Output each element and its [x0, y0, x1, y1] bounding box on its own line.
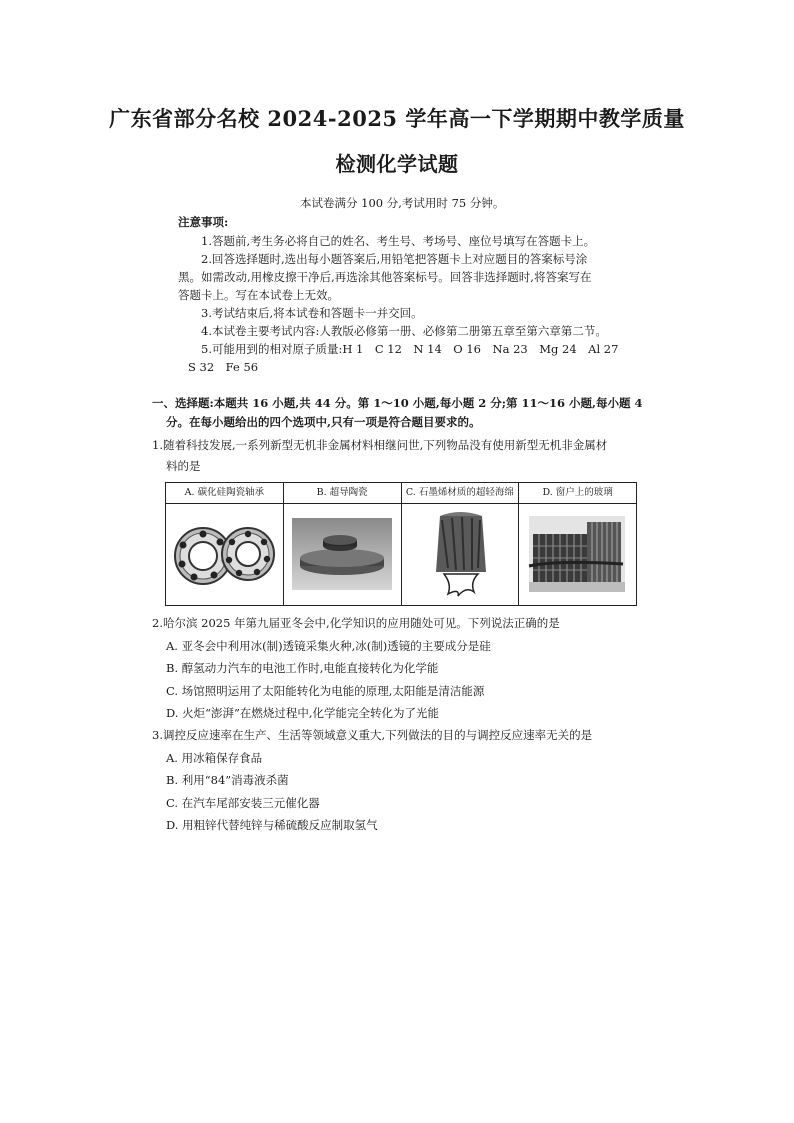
question-3-stem: 3.调控反应速率在生产、生活等领域意义重大,下列做法的目的与调控反应速率无关的是	[152, 728, 593, 742]
exam-title-line1: 广东省部分名校 2024-2025 学年高一下学期期中教学质量	[109, 106, 685, 131]
note-line: 答题卡上。写在本试卷上无效。	[178, 288, 339, 302]
note-line: 3.考试结束后,将本试卷和答题卡一并交回。	[201, 306, 423, 320]
graphene-sponge-image	[402, 504, 519, 605]
option-d-label: D. 窗户上的玻璃	[519, 483, 636, 504]
question-1-stem-cont: 料的是	[166, 459, 201, 473]
question-2-option-b: B. 醇氢动力汽车的电池工作时,电能直接转化为化学能	[166, 661, 439, 675]
question-3-option-c: C. 在汽车尾部安装三元催化器	[166, 796, 320, 810]
option-cell-b	[284, 483, 402, 605]
option-b-label: B. 超导陶瓷	[284, 483, 401, 504]
section-heading-cont: 分。在每小题给出的四个选项中,只有一项是符合题目要求的。	[166, 415, 481, 429]
question-2-option-d: D. 火炬“澎湃”在燃烧过程中,化学能完全转化为了光能	[166, 706, 440, 720]
superconductor-image	[284, 504, 401, 605]
question-1-stem: 1.随着科技发展,一系列新型无机非金属材料相继问世,下列物品没有使用新型无机非金属材	[152, 438, 608, 452]
note-line: 4.本试卷主要考试内容:人教版必修第一册、必修第二册第五章至第六章第二节。	[201, 324, 607, 338]
option-c-label: C. 石墨烯材质的超轻海绵	[402, 483, 519, 504]
building-glass-image	[519, 504, 636, 605]
note-line: 2.回答选择题时,选出每小题答案后,用铅笔把答题卡上对应题目的答案标号涂	[201, 252, 588, 266]
note-line: 黑。如需改动,用橡皮擦干净后,再选涂其他答案标号。回答非选择题时,将答案写在	[178, 270, 592, 284]
note-line: 1.答题前,考生务必将自己的姓名、考生号、考场号、座位号填写在答题卡上。	[201, 234, 596, 248]
notes-heading: 注意事项:	[178, 215, 229, 229]
option-cell-c	[402, 483, 520, 605]
question-3-option-a: A. 用冰箱保存食品	[166, 751, 263, 765]
bearing-image	[166, 504, 283, 605]
question-1-options-table	[165, 482, 637, 606]
option-cell-a	[166, 483, 284, 605]
note-line: S 32 Fe 56	[188, 360, 259, 374]
section-heading: 一、选择题:本题共 16 小题,共 44 分。第 1～10 小题,每小题 2 分;第 11～16 小题,每小题 4	[152, 396, 643, 410]
question-2-stem: 2.哈尔滨 2025 年第九届亚冬会中,化学知识的应用随处可见。下列说法正确的是	[152, 616, 560, 630]
question-3-option-d: D. 用粗锌代替纯锌与稀硫酸反应制取氢气	[166, 818, 378, 832]
note-line: 5.可能用到的相对原子质量:H 1 C 12 N 14 O 16 Na 23 Mg 24 Al 27	[201, 342, 619, 356]
option-cell-d	[519, 483, 636, 605]
exam-title-line2: 检测化学试题	[335, 152, 459, 176]
option-a-label: A. 碳化硅陶瓷轴承	[166, 483, 283, 504]
question-3-option-b: B. 利用“84”消毒液杀菌	[166, 773, 289, 787]
exam-info: 本试卷满分 100 分,考试用时 75 分钟。	[300, 196, 505, 210]
question-2-option-a: A. 亚冬会中利用冰(制)透镜采集火种,冰(制)透镜的主要成分是硅	[166, 639, 491, 653]
question-2-option-c: C. 场馆照明运用了太阳能转化为电能的原理,太阳能是清洁能源	[166, 684, 485, 698]
